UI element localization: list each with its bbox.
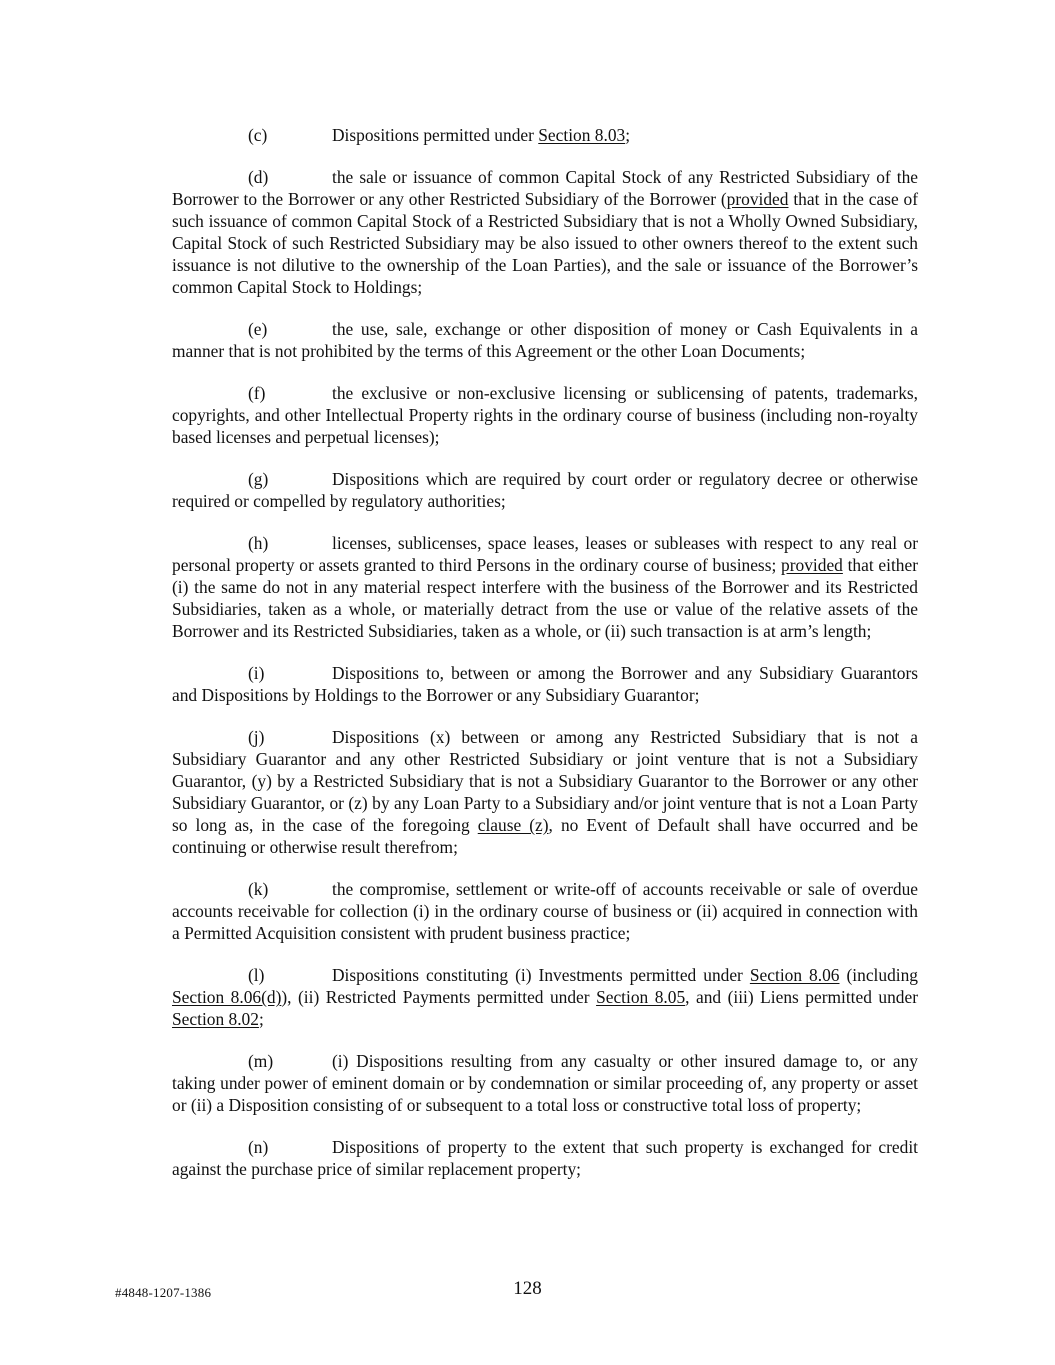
clause-text: that in the case of such issuance of common Capital Stock of a Restricted Subsidiary that is not a Wholly Owned Subsidiary, Capital Stock of such Restricted Subsidiary may be also issued to other owners thereof to the extent such issuance is not dilutive to the ownership of the Loan Parties), and the sale or issuance of the Borrower’s common Capital Stock to Holdings; (172, 189, 918, 297)
clause-text: that either (i) the same do not in any material respect interfere with the business of the Borrower and its Restricted Subsidiaries, taken as a whole, or materially detract from the use or value of the relative assets of the Borrower and its Restricted Subsidiaries, taken as a whole, or (ii) such transaction is at arm’s length; (172, 555, 918, 641)
clause-g (172, 468, 918, 512)
clause-text: licenses, sublicenses, space leases, leases or subleases with respect to any real or personal property or assets granted to third Persons in the ordinary course of business; (172, 533, 918, 575)
clause-text: Dispositions (x) between or among any Restricted Subsidiary that is not a Subsidiary Guarantor and any other Restricted Subsidiary or joint venture that is not a Subsidiary Guarantor, (y) by a Restricted Subsidiary that is not a Subsidiary Guarantor to the Borrower or any other Subsidiary Guarantor, or (z) by any Loan Party to a Subsidiary and/or joint venture that is not a Loan Party so long as, in the case of the foregoing (172, 727, 918, 835)
clause-text: (i) Dispositions resulting from any casualty or other insured damage to, or any taking under power of eminent domain or by condemnation or similar proceeding of, any property or asset or (ii) a Disposition consisting of or subsequent to a total loss or constructive total loss of property; (172, 1051, 918, 1115)
clause-label: (k) (248, 879, 269, 899)
clause-l (172, 964, 918, 1030)
clause-text: ; (625, 125, 631, 145)
clause-label: (j) (248, 727, 265, 747)
clause-label: (f) (248, 383, 266, 403)
clause-e (172, 318, 918, 362)
clause-label: (c) (248, 125, 268, 145)
clause-k (172, 878, 918, 944)
clause-text: (including (839, 965, 918, 985)
clause-label: (i) (248, 663, 265, 683)
clause-label: (l) (248, 965, 265, 985)
clause-reference: clause (z) (477, 815, 549, 835)
clause-label: (g) (248, 469, 269, 489)
section-reference: Section 8.02 (172, 1009, 259, 1029)
clause-label: (h) (248, 533, 269, 553)
defined-term-reference: provided (781, 555, 843, 575)
clause-text: the sale or issuance of common Capital Stock of any Restricted Subsidiary of the Borrower to the Borrower or any other Restricted Subsidiary of the Borrower ( (172, 167, 918, 209)
section-reference: Section 8.06 (749, 965, 840, 985)
clause-text: the exclusive or non-exclusive licensing or sublicensing of patents, trademarks, copyrights, and other Intellectual Property rights in the ordinary course of business (including non-royalty based licenses and perpetual licenses); (172, 383, 918, 447)
clause-text: , and (iii) Liens permitted under (685, 987, 919, 1007)
clause-text: the compromise, settlement or write-off of accounts receivable or sale of overdue accounts receivable for collection (i) in the ordinary course of business or (ii) acquired in connection with a Permitted Acquisition consistent with prudent business practice; (172, 879, 918, 943)
clause-f (172, 382, 918, 448)
clause-text: the use, sale, exchange or other disposition of money or Cash Equivalents in a manner that is not prohibited by the terms of this Agreement or the other Loan Documents; (172, 319, 918, 361)
clause-text: Dispositions which are required by court order or regulatory decree or otherwise required or compelled by regulatory authorities; (172, 469, 918, 511)
clause-n (172, 1136, 918, 1180)
clause-text: , no Event of Default shall have occurred and be continuing or otherwise result therefrom; (172, 815, 918, 857)
clause-h (172, 532, 918, 642)
clause-text: ), (ii) Restricted Payments permitted under (281, 987, 597, 1007)
clause-label: (n) (248, 1137, 269, 1157)
clause-c (172, 124, 918, 146)
clause-label: (e) (248, 319, 268, 339)
section-reference: Section 8.06(d) (172, 987, 282, 1007)
clause-m (172, 1050, 918, 1116)
document-body (172, 124, 918, 1200)
defined-term-reference: provided (726, 189, 789, 209)
clause-label: (m) (248, 1051, 274, 1071)
document-control-number: #4848-1207-1386 (115, 1285, 212, 1300)
clause-label: (d) (248, 167, 269, 187)
clause-text: Dispositions to, between or among the Borrower and any Subsidiary Guarantors and Dispositions by Holdings to the Borrower or any Subsidiary Guarantor; (172, 663, 918, 705)
page-number: 128 (513, 1278, 542, 1299)
section-reference: Section 8.03 (538, 125, 626, 145)
clause-text: Dispositions of property to the extent that such property is exchanged for credit against the purchase price of similar replacement property; (172, 1137, 918, 1179)
clause-text: ; (258, 1009, 264, 1029)
clause-text: Dispositions constituting (i) Investments permitted under (332, 965, 750, 985)
section-reference: Section 8.05 (596, 987, 686, 1007)
clause-i (172, 662, 918, 706)
clause-j (172, 726, 918, 858)
clause-d (172, 166, 918, 298)
clause-text: Dispositions permitted under (332, 125, 539, 145)
